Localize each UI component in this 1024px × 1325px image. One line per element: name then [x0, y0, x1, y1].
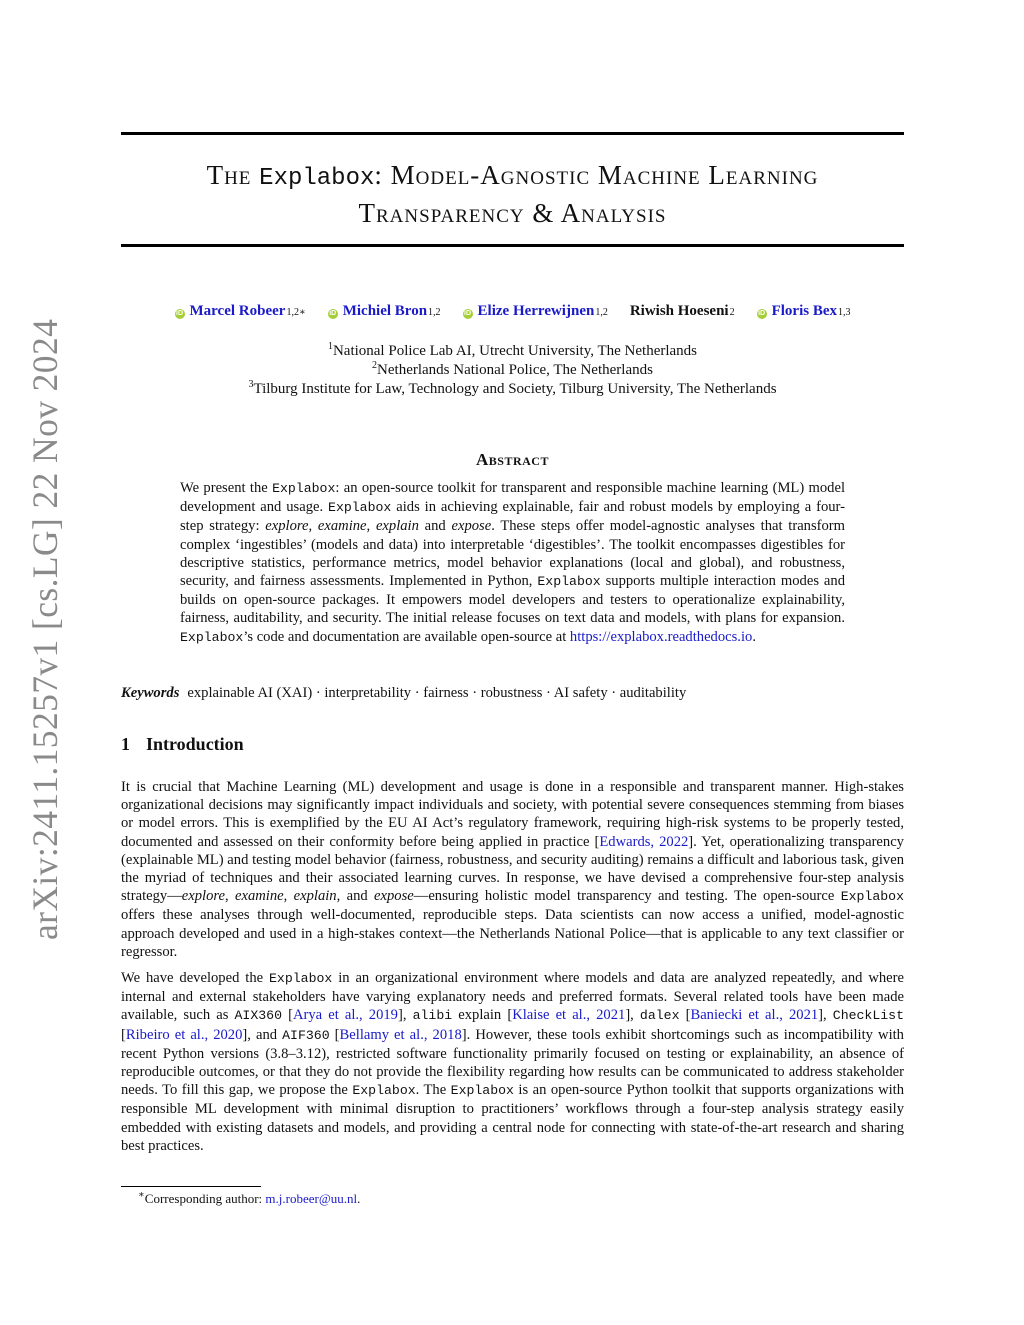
author[interactable]: iD Floris Bex 1,3: [758, 303, 851, 319]
author[interactable]: iD Marcel Robeer 1,2∗: [176, 303, 306, 319]
affiliation: [121, 380, 904, 399]
author-name[interactable]: Floris Bex: [771, 303, 837, 319]
citation-link[interactable]: Bellamy et al., 2018: [339, 1026, 462, 1043]
title-line-2: Transparency & Analysis: [358, 198, 667, 228]
author: Riwish Hoeseni 2: [629, 303, 735, 319]
abstract-body: We present the Explabox: an open-source toolkit for transparent and responsible machine learning (ML) model development and usage. Explabox aids in achieving explainable, fair and robust models by employing a four-step strategy: explore, examine, explain and expose. These steps offer model-agnostic analyses that transform complex ‘ingestibles’ (models and data) into interpretable ‘digestibles’. The toolkit encompasses digestibles for descriptive statistics, performance metrics, model behavior explanations (local and global), and robustness, security, and fairness assessments. Implemented in Python, Explabox supports multiple interaction modes and builds on open-source packages. It empowers model developers and testers to operationalize explainability, fairness, auditability, and security. The initial release focuses on text data and models, with plans for expansion. Explabox’s code and documentation are available open-source at https://explabox.readthedocs.io.: [180, 480, 846, 645]
keywords-text: explainable AI (XAI) · interpretability · fairness · robustness · AI safety · auditability: [187, 685, 687, 701]
affiliation-text: National Police Lab AI, Utrecht University, The Netherlands: [332, 343, 698, 359]
section-title: Introduction: [146, 734, 244, 754]
orcid-icon[interactable]: iD: [176, 310, 183, 317]
citation-link[interactable]: Edwards, 2022: [599, 833, 689, 850]
intro-paragraph-1: It is crucial that Machine Learning (ML) development and usage is done in a responsible and transparent manner. High-stakes organizational decisions may significantly impact individuals and society, with potential severe consequences stemming from biases or model errors. This is exemplified by the EU AI Act’s regulatory framework, requiring high-risk systems to be properly tested, documented and assessed on their conformity before being applied in practice [Edwards, 2022]. Yet, operationalizing transparency (explainable ML) and testing model behavior (fairness, robustness, and security auditing) remains a difficult and laborious task, given the myriad of techniques and their associated learning curves. In response, we have devised a comprehensive four-step analysis strategy—explore, examine, explain, and expose—ensuring holistic model transparency and testing. The open-source Explabox offers these analyses through well-documented, reproducible steps. Data scientists can now access a unified, model-agnostic approach developed and used in a high-stakes context—the Netherlands National Police—that is applicable to any text classifier or regressor.: [121, 779, 904, 960]
citation-link[interactable]: Ribeiro et al., 2020: [125, 1026, 243, 1043]
footnote-sup: ∗: [138, 1189, 145, 1201]
email-link[interactable]: m.j.robeer@uu.nl: [265, 1191, 358, 1206]
affiliation: [121, 342, 904, 361]
intro-paragraph-2: We have developed the Explabox in an organizational environment where models and data are analyzed repeatedly, and where internal and external stakeholders have varying explanatory needs and preferred formats. Several related tools have been made available, such as AIX360 [Arya et al., 2019], alibi explain [Klaise et al., 2021], dalex [Baniecki et al., 2021], CheckList [Ribeiro et al., 2020], and AIF360 [Bellamy et al., 2018]. However, these tools exhibit shortcomings such as incompatibility with recent Python versions (3.8–3.12), restricted software functionality primarily focused on testing or explainability, an absence of reproducible outcomes, or that they do not provide the flexibility regarding how results can be communicated to address stakeholder needs. To fill this gap, we propose the Explabox. The Explabox is an open-source Python toolkit that supports organizations with responsible ML development with minimal disruption to practitioners’ workflows through a four-step analysis strategy easily embedded with existing datasets and models, and providing a central node for connecting with state-of-the-art research and sharing best practices.: [121, 970, 905, 1154]
orcid-icon[interactable]: iD: [758, 310, 766, 317]
author-name: Riwish Hoeseni: [629, 303, 729, 319]
paper-title: [121, 158, 904, 230]
orcid-icon[interactable]: iD: [464, 310, 472, 317]
affiliation-sup: 2: [372, 360, 378, 371]
affiliation-text: Tilburg Institute for Law, Technology and Society, Tilburg University, The Netherlands: [253, 381, 777, 397]
title-mono: Explabox: [259, 165, 375, 192]
author-name[interactable]: Marcel Robeer: [189, 303, 286, 319]
title-line-1: [121, 158, 904, 196]
title-rule-top: [121, 132, 904, 135]
author[interactable]: iD Michiel Bron 1,2: [329, 303, 441, 319]
title-rule-bottom: [121, 244, 904, 247]
docs-link[interactable]: https://explabox.readthedocs.io: [569, 628, 753, 645]
title-line1-rest: : Model-Agnostic Machine Learning: [374, 160, 819, 190]
author-name[interactable]: Elize Herrewijnen: [477, 303, 595, 319]
keywords: [121, 684, 904, 702]
affiliation-sup: 1: [327, 341, 333, 352]
affiliations: [121, 342, 904, 399]
author-list: [100, 303, 925, 320]
section-number: 1: [121, 734, 130, 754]
abstract-heading: Abstract: [476, 450, 549, 469]
citation-link[interactable]: Baniecki et al., 2021: [690, 1007, 819, 1024]
citation-link[interactable]: Klaise et al., 2021: [512, 1007, 626, 1024]
footnote-rule: [121, 1186, 261, 1187]
author[interactable]: iD Elize Herrewijnen 1,2: [464, 303, 608, 319]
affiliation: [121, 361, 904, 380]
arxiv-stamp: arXiv:2411.15257v1 [cs.LG] 22 Nov 2024: [25, 318, 65, 940]
keywords-label: Keywords: [121, 685, 180, 701]
citation-link[interactable]: Arya et al., 2019: [292, 1007, 398, 1024]
affiliation-sup: 3: [248, 379, 254, 390]
author-name[interactable]: Michiel Bron: [342, 303, 428, 319]
section-heading: [121, 734, 904, 755]
footnote: ∗Corresponding author: m.j.robeer@uu.nl.: [138, 1189, 361, 1206]
affiliation-text: Netherlands National Police, The Netherlands: [377, 362, 653, 378]
orcid-icon[interactable]: iD: [329, 310, 337, 317]
title-pre: The: [206, 160, 260, 190]
